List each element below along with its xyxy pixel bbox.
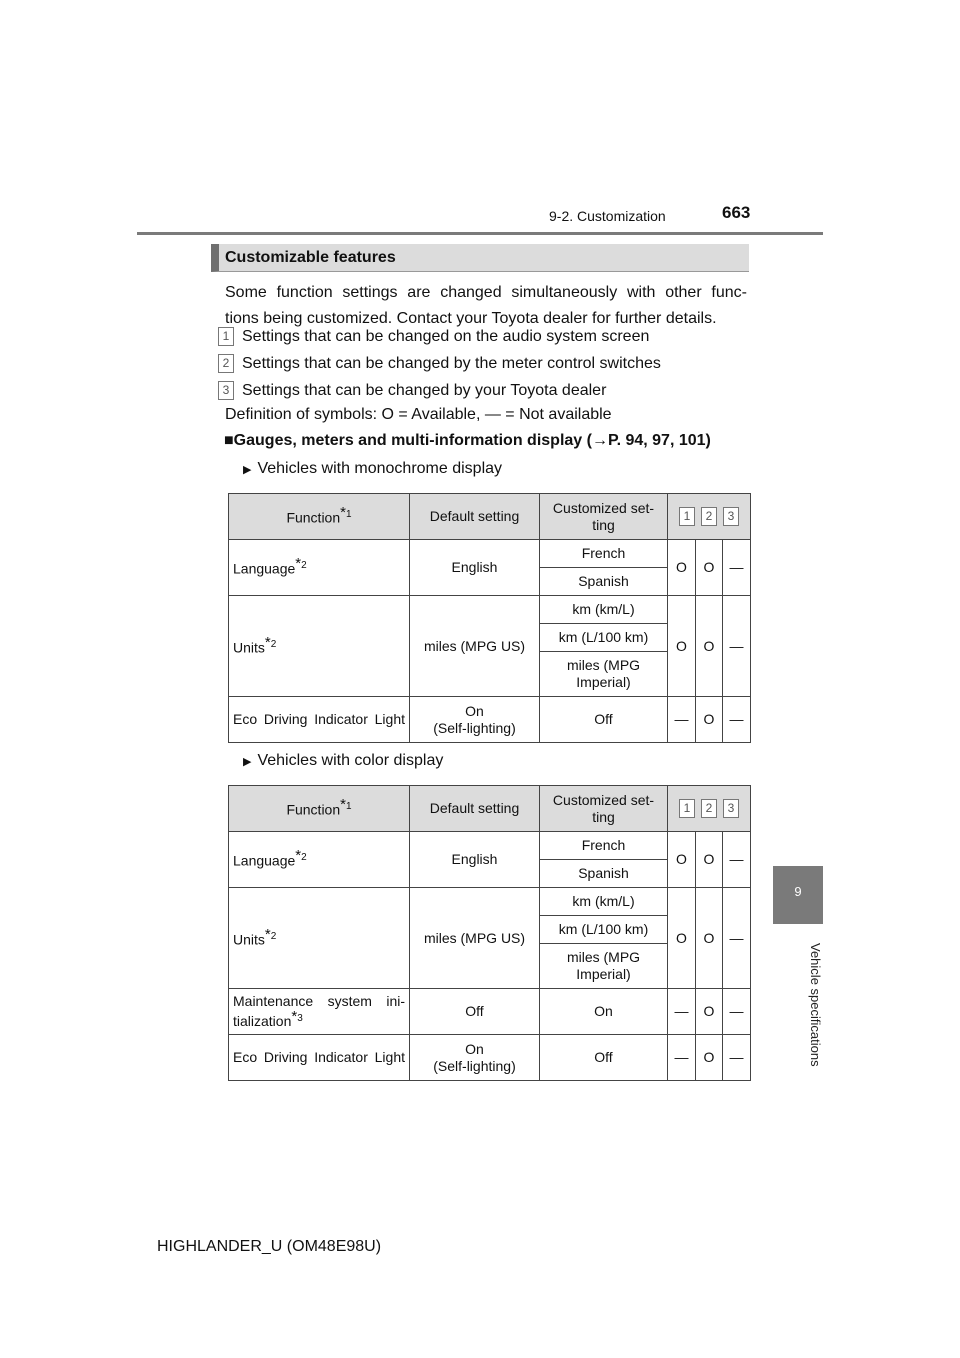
page-number: 663 xyxy=(722,203,751,222)
caption-text: Vehicles with color display xyxy=(257,752,444,769)
header-function: Function*$^1$ xyxy=(229,786,410,832)
cell-option: Spanish xyxy=(540,568,668,596)
cell-option: km (km/L) xyxy=(540,888,668,916)
cell-mark-1: O xyxy=(668,596,696,697)
legend-text: Settings that can be changed by the meter control switches xyxy=(242,354,661,372)
table-caption-monochrome xyxy=(243,460,502,478)
header-default: Default setting xyxy=(410,786,540,832)
cell-mark-2: O xyxy=(696,832,723,888)
cell-function: Maintenance system ini- tialization*$^3$ xyxy=(229,989,410,1035)
number-3-icon: 3 xyxy=(723,507,739,526)
cell-mark-3: — xyxy=(723,540,751,596)
header-numbers xyxy=(668,494,751,540)
cell-mark-3: — xyxy=(723,832,751,888)
legend-text: Settings that can be changed on the audio system screen xyxy=(242,327,650,345)
table-row xyxy=(229,832,751,860)
square-bullet-icon: ■ xyxy=(224,432,234,449)
number-2-icon: 2 xyxy=(701,507,717,526)
cell-function: Language*$^2$ xyxy=(229,832,410,888)
cell-function: Eco Driving Indicator Light xyxy=(229,1035,410,1081)
table-row xyxy=(229,1035,751,1081)
chapter-tab-label: Vehicle specifications xyxy=(808,943,823,1067)
cell-mark-3: — xyxy=(723,1035,751,1081)
section-heading-bar xyxy=(211,244,749,272)
cell-mark-3: — xyxy=(723,989,751,1035)
cell-function: Units*$^2$ xyxy=(229,888,410,989)
header-numbers xyxy=(668,786,751,832)
caption-text: Vehicles with monochrome display xyxy=(257,460,503,477)
number-2-icon: 2 xyxy=(218,354,234,373)
cell-mark-2: O xyxy=(696,697,723,743)
cell-mark-2: O xyxy=(696,1035,723,1081)
cell-mark-1: O xyxy=(668,832,696,888)
cell-default: English xyxy=(410,540,540,596)
cell-default: On (Self-lighting) xyxy=(410,1035,540,1081)
cell-mark-1: — xyxy=(668,989,696,1035)
header-customized: Customized set-ting xyxy=(540,786,668,832)
triangle-bullet-icon: ▶ xyxy=(243,756,252,768)
cell-option: Off xyxy=(540,697,668,743)
cell-mark-2: O xyxy=(696,596,723,697)
section-title: Customizable features xyxy=(225,249,396,266)
table-row xyxy=(229,697,751,743)
table-color xyxy=(228,785,751,1081)
cell-mark-2: O xyxy=(696,888,723,989)
cell-mark-2: O xyxy=(696,989,723,1035)
cell-option: On xyxy=(540,989,668,1035)
legend-text: Settings that can be changed by your Toyota dealer xyxy=(242,381,607,399)
cell-default: miles (MPG US) xyxy=(410,888,540,989)
number-1-icon: 1 xyxy=(679,507,695,526)
legend-item-3 xyxy=(218,381,606,400)
cell-function: Language*$^2$ xyxy=(229,540,410,596)
table-row xyxy=(229,596,751,624)
number-1-icon: 1 xyxy=(679,799,695,818)
legend-item-1 xyxy=(218,327,649,346)
cell-mark-3: — xyxy=(723,697,751,743)
table-row xyxy=(229,989,751,1035)
triangle-bullet-icon: ▶ xyxy=(243,464,252,476)
cell-option: km (L/100 km) xyxy=(540,624,668,652)
cell-option: km (km/L) xyxy=(540,596,668,624)
table-header-row xyxy=(229,494,751,540)
cell-option: Off xyxy=(540,1035,668,1081)
header-customized: Customized set-ting xyxy=(540,494,668,540)
symbol-definition: Definition of symbols: O = Available, — = Not available xyxy=(225,406,612,423)
footer-model-code: HIGHLANDER_U (OM48E98U) xyxy=(157,1238,382,1255)
table-row xyxy=(229,540,751,568)
cell-mark-1: O xyxy=(668,540,696,596)
cell-default: Off xyxy=(410,989,540,1035)
table-header-row xyxy=(229,786,751,832)
intro-line-2: tions being customized. Contact your Toyota dealer for further details. xyxy=(225,310,717,327)
cell-default: English xyxy=(410,832,540,888)
header-rule xyxy=(137,232,823,235)
cell-option: Spanish xyxy=(540,860,668,888)
cell-option: miles (MPG Imperial) xyxy=(540,652,668,697)
subheading xyxy=(224,432,711,450)
legend-item-2 xyxy=(218,354,661,373)
cell-mark-1: — xyxy=(668,1035,696,1081)
cell-option: French xyxy=(540,832,668,860)
header-function: Function*$^1$ xyxy=(229,494,410,540)
cell-mark-1: O xyxy=(668,888,696,989)
number-2-icon: 2 xyxy=(701,799,717,818)
cell-mark-1: — xyxy=(668,697,696,743)
cell-mark-3: — xyxy=(723,888,751,989)
number-3-icon: 3 xyxy=(218,381,234,400)
number-3-icon: 3 xyxy=(723,799,739,818)
table-monochrome xyxy=(228,493,751,743)
cell-function: Units*$^2$ xyxy=(229,596,410,697)
subheading-text: Gauges, meters and multi-information display (→P. 94, 97, 101) xyxy=(233,432,711,449)
cell-option: French xyxy=(540,540,668,568)
cell-option: miles (MPG Imperial) xyxy=(540,944,668,989)
header-section-title: 9-2. Customization xyxy=(549,208,666,224)
intro-line-1: Some function settings are changed simultaneously with other func- xyxy=(225,284,747,301)
cell-mark-2: O xyxy=(696,540,723,596)
number-1-icon: 1 xyxy=(218,327,234,346)
chapter-tab-number: 9 xyxy=(794,884,802,899)
cell-function: Eco Driving Indicator Light xyxy=(229,697,410,743)
cell-default: On (Self-lighting) xyxy=(410,697,540,743)
cell-option: km (L/100 km) xyxy=(540,916,668,944)
cell-default: miles (MPG US) xyxy=(410,596,540,697)
header-default: Default setting xyxy=(410,494,540,540)
table-caption-color xyxy=(243,752,443,770)
cell-mark-3: — xyxy=(723,596,751,697)
table-row xyxy=(229,888,751,916)
